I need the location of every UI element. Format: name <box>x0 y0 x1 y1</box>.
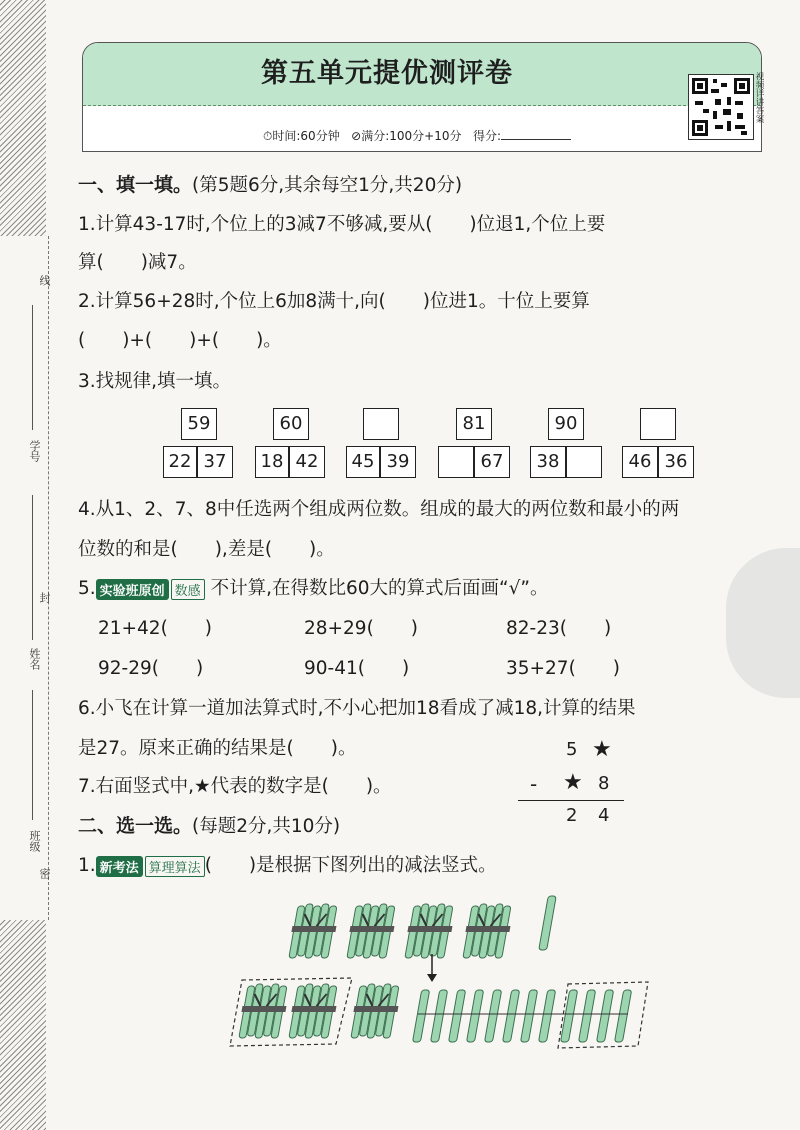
q6-line1: 6.小飞在计算一道加法算式时,不小心把加18看成了减18,计算的结果 <box>78 698 636 719</box>
page-title: 第五单元提优测评卷 <box>261 58 513 89</box>
pyramid-top: 59 <box>181 408 217 440</box>
q5-expr: 92-29( ) <box>98 658 204 679</box>
vert-r3-tens: 2 <box>566 805 578 826</box>
margin-label-seal: 封 <box>38 592 51 603</box>
vert-bar <box>518 800 624 801</box>
check-circle-icon: ⊘ <box>351 129 362 143</box>
q5-expr: 82-23( ) <box>506 618 612 639</box>
q5-expr: 35+27( ) <box>506 658 621 679</box>
margin-blank-name <box>32 495 33 640</box>
star-icon: ★ <box>563 770 583 795</box>
pyramid-right: 67 <box>474 446 510 478</box>
margin-hatch-top <box>0 0 46 236</box>
score-label: 得分: <box>472 129 501 143</box>
q2-line2: ( )+( )+( )。 <box>78 330 282 351</box>
q5-number: 5. <box>78 578 96 599</box>
score-blank <box>501 139 571 140</box>
tag-original: 实验班原创 <box>96 579 169 600</box>
margin-label-secret: 密 <box>38 868 51 879</box>
pyramid-top <box>363 408 399 440</box>
margin-label-id: 学号 <box>28 440 41 462</box>
qr-code[interactable] <box>688 74 754 140</box>
s2q1-line <box>78 851 497 877</box>
q4-line1: 4.从1、2、7、8中任选两个组成两位数。组成的最大的两位数和最小的两 <box>78 499 680 520</box>
q5-text: 不计算,在得数比60大的算式后面画“√”。 <box>210 578 549 599</box>
section2-note: (每题2分,共10分) <box>192 816 341 837</box>
margin-hatch-bottom <box>0 920 46 1130</box>
bundle-top-1 <box>287 904 341 958</box>
stick-bundles-illustration <box>228 886 688 1056</box>
pyramid-right: 42 <box>289 446 325 478</box>
section2-title: 二、选一选。 <box>78 815 193 837</box>
margin-label-line: 线 <box>38 275 51 286</box>
binding-line <box>48 236 49 920</box>
q5-expr: 28+29( ) <box>304 618 419 639</box>
vert-r3-ones: 4 <box>598 805 610 826</box>
pyramid-left: 22 <box>163 446 197 478</box>
bundle-top-2 <box>345 904 399 958</box>
q1-line1: 1.计算43-17时,个位上的3减7不够减,要从( )位退1,个位上要 <box>78 214 606 235</box>
tag-number-sense: 数感 <box>171 579 205 600</box>
pyramid-left: 38 <box>530 446 566 478</box>
q4-line2: 位数的和是( ),差是( )。 <box>78 539 335 560</box>
pyramid-left: 45 <box>346 446 380 478</box>
q5-line <box>78 574 548 600</box>
q6-line2: 是27。原来正确的结果是( )。 <box>78 738 357 759</box>
margin-blank-class <box>32 690 33 820</box>
margin-label-class: 班级 <box>28 830 41 852</box>
tag-reasoning: 算理算法 <box>145 856 205 877</box>
q5-expr: 21+42( ) <box>98 618 213 639</box>
bundle-top-3 <box>403 904 457 958</box>
full-score: 满分:100分+10分 <box>361 129 462 143</box>
star-icon: ★ <box>592 737 612 762</box>
section1-title: 一、填一填。 <box>78 174 193 196</box>
pyramid-top: 90 <box>548 408 584 440</box>
pyramid-left: 18 <box>255 446 289 478</box>
bundle-top-4 <box>461 904 515 958</box>
pyramid-left <box>438 446 474 478</box>
header-info <box>263 127 571 144</box>
pyramid-top <box>640 408 676 440</box>
q5-expr: 90-41( ) <box>304 658 410 679</box>
tag-new-method: 新考法 <box>96 856 143 877</box>
vert-minus: - <box>530 772 538 796</box>
section2-heading <box>78 811 340 838</box>
time-limit: 时间:60分钟 <box>272 129 340 143</box>
q7-line: 7.右面竖式中,★代表的数字是( )。 <box>78 776 392 797</box>
pyramid-right: 37 <box>197 446 233 478</box>
margin-blank-id <box>32 305 33 430</box>
section1-heading <box>78 170 462 197</box>
pyramid-right <box>566 446 602 478</box>
q2-line1: 2.计算56+28时,个位上6加8满十,向( )位进1。十位上要算 <box>78 291 590 312</box>
section1-note: (第5题6分,其余每空1分,共20分) <box>192 175 463 196</box>
vert-r1-tens: 5 <box>566 739 578 760</box>
pyramid-right: 39 <box>380 446 416 478</box>
pyramid-top: 81 <box>456 408 492 440</box>
margin-label-name: 姓名 <box>28 648 41 670</box>
exam-header <box>82 42 762 152</box>
q1-line2: 算( )减7。 <box>78 252 197 273</box>
vert-r2-ones: 8 <box>598 773 610 794</box>
watermark-stamp <box>726 548 800 698</box>
clock-icon: ⏱ <box>263 129 273 143</box>
pyramid-right: 36 <box>658 446 694 478</box>
q3-title: 3.找规律,填一填。 <box>78 371 232 392</box>
s2q1-number: 1. <box>78 855 96 876</box>
qr-caption: 视频详讲答案 <box>754 72 764 123</box>
pyramid-left: 46 <box>622 446 658 478</box>
pyramid-top: 60 <box>273 408 309 440</box>
s2q1-text: ( )是根据下图列出的减法竖式。 <box>204 855 497 876</box>
